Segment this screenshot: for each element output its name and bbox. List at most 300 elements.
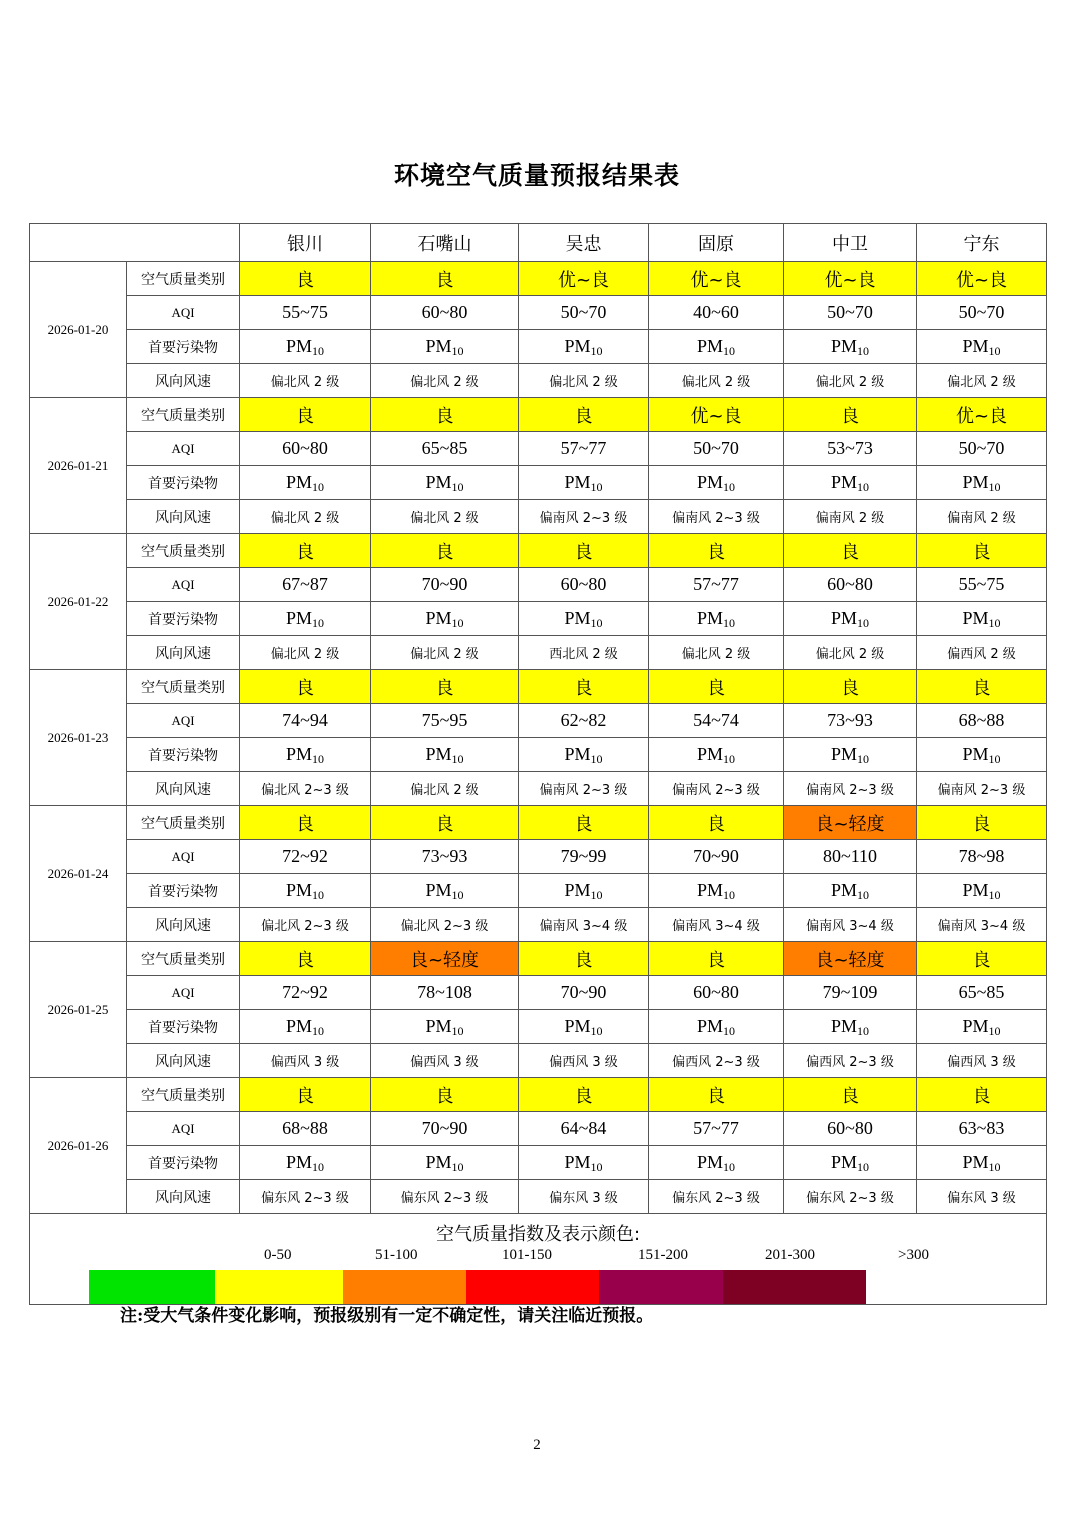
pollutant-subscript: 10 (857, 1024, 869, 1038)
primary-pollutant (649, 466, 784, 500)
wind-forecast: 偏西风 3 级 (519, 1044, 649, 1078)
wind-forecast: 偏北风 2 级 (649, 636, 784, 670)
aqi-range: 72~92 (240, 976, 371, 1010)
pollutant-name: PM (830, 1016, 857, 1036)
row-label-pollutant: 首要污染物 (127, 1146, 240, 1180)
wind-forecast: 偏北风 2 级 (371, 772, 519, 806)
pollutant-subscript: 10 (988, 752, 1001, 766)
forecast-date: 2026-01-24 (30, 806, 127, 942)
pollutant-subscript: 10 (312, 616, 324, 630)
primary-pollutant (519, 330, 649, 364)
aqi-range: 74~94 (240, 704, 371, 738)
pollutant-subscript: 10 (857, 752, 869, 766)
forecast-table (29, 223, 1047, 1305)
forecast-date: 2026-01-22 (30, 534, 127, 670)
pollutant-name: PM (696, 744, 723, 764)
aqi-range: 60~80 (649, 976, 784, 1010)
wind-forecast: 偏西风 2 级 (917, 636, 1047, 670)
primary-pollutant (917, 466, 1047, 500)
air-quality-level: 良~轻度 (371, 942, 519, 976)
pollutant-subscript: 10 (723, 344, 735, 358)
table-row (30, 262, 1047, 296)
pollutant-subscript: 10 (451, 752, 464, 766)
pollutant-name: PM (425, 472, 452, 492)
air-quality-level: 优~良 (649, 398, 784, 432)
air-quality-level: 良 (240, 534, 371, 568)
pollutant-subscript: 10 (590, 888, 603, 902)
table-row (30, 330, 1047, 364)
pollutant-name: PM (425, 880, 452, 900)
primary-pollutant (917, 330, 1047, 364)
wind-forecast: 偏东风 2~3 级 (240, 1180, 371, 1214)
air-quality-level: 良 (519, 398, 649, 432)
pollutant-name: PM (425, 1016, 452, 1036)
pollutant-name: PM (696, 1152, 723, 1172)
page-number: 2 (533, 1437, 541, 1453)
wind-forecast: 偏南风 2~3 级 (519, 500, 649, 534)
city-header: 石嘴山 (371, 224, 519, 262)
table-row (30, 942, 1047, 976)
wind-forecast: 偏北风 2 级 (784, 364, 917, 398)
city-header: 宁东 (917, 224, 1047, 262)
air-quality-level: 优~良 (917, 398, 1047, 432)
air-quality-level: 良 (649, 806, 784, 840)
aqi-range: 50~70 (917, 296, 1047, 330)
pollutant-subscript: 10 (723, 1024, 735, 1038)
legend-swatch-101-150 (343, 1270, 466, 1305)
wind-forecast: 偏西风 2~3 级 (784, 1044, 917, 1078)
legend-range-label: 51-100 (375, 1247, 418, 1263)
primary-pollutant (371, 466, 519, 500)
pollutant-name: PM (564, 880, 591, 900)
primary-pollutant (519, 1146, 649, 1180)
pollutant-subscript: 10 (723, 480, 735, 494)
air-quality-level: 良 (371, 806, 519, 840)
wind-forecast: 偏东风 2~3 级 (784, 1180, 917, 1214)
air-quality-level: 良 (371, 534, 519, 568)
wind-forecast: 偏南风 3~4 级 (917, 908, 1047, 942)
air-quality-level: 优~良 (784, 262, 917, 296)
pollutant-subscript: 10 (857, 888, 869, 902)
air-quality-level: 良 (784, 670, 917, 704)
pollutant-subscript: 10 (590, 1160, 603, 1174)
air-quality-level: 良 (649, 670, 784, 704)
table-row (30, 976, 1047, 1010)
primary-pollutant (784, 874, 917, 908)
pollutant-name: PM (285, 880, 312, 900)
forecast-note: 注:受大气条件变化影响，预报级别有一定不确定性，请关注临近预报。 (120, 1306, 654, 1326)
air-quality-level: 良 (917, 670, 1047, 704)
row-label-wind: 风向风速 (127, 908, 240, 942)
pollutant-subscript: 10 (723, 1160, 735, 1174)
air-quality-level: 优~良 (917, 262, 1047, 296)
table-row (30, 636, 1047, 670)
pollutant-name: PM (830, 336, 857, 356)
legend-range-label: 0-50 (264, 1247, 292, 1263)
aqi-range: 60~80 (371, 296, 519, 330)
aqi-range: 55~75 (240, 296, 371, 330)
aqi-range: 79~109 (784, 976, 917, 1010)
aqi-range: 79~99 (519, 840, 649, 874)
wind-forecast: 偏北风 2~3 级 (240, 772, 371, 806)
primary-pollutant (649, 874, 784, 908)
legend-swatch-51-100 (215, 1270, 343, 1305)
wind-forecast: 偏西风 3 级 (240, 1044, 371, 1078)
row-label-aqi: AQI (127, 296, 240, 330)
primary-pollutant (784, 1010, 917, 1044)
aqi-range: 60~80 (784, 568, 917, 602)
wind-forecast: 偏南风 2~3 级 (784, 772, 917, 806)
wind-forecast: 偏南风 2~3 级 (917, 772, 1047, 806)
aqi-range: 64~84 (519, 1112, 649, 1146)
primary-pollutant (917, 1146, 1047, 1180)
primary-pollutant (371, 330, 519, 364)
air-quality-level: 良 (917, 1078, 1047, 1112)
legend-swatch-0-50 (89, 1270, 215, 1305)
primary-pollutant (519, 466, 649, 500)
pollutant-name: PM (564, 1152, 591, 1172)
aqi-range: 50~70 (649, 432, 784, 466)
primary-pollutant (240, 466, 371, 500)
pollutant-subscript: 10 (451, 616, 464, 630)
row-label-pollutant: 首要污染物 (127, 330, 240, 364)
table-row (30, 908, 1047, 942)
row-label-aqi: AQI (127, 840, 240, 874)
air-quality-level: 良 (917, 806, 1047, 840)
aqi-range: 70~90 (649, 840, 784, 874)
forecast-date: 2026-01-23 (30, 670, 127, 806)
pollutant-name: PM (564, 744, 591, 764)
city-header: 吴忠 (519, 224, 649, 262)
aqi-range: 70~90 (371, 568, 519, 602)
air-quality-level: 良 (519, 806, 649, 840)
wind-forecast: 偏北风 2 级 (519, 364, 649, 398)
wind-forecast: 偏南风 2~3 级 (649, 772, 784, 806)
primary-pollutant (784, 1146, 917, 1180)
legend-title: 空气质量指数及表示颜色: (435, 1224, 641, 1245)
header-row (30, 224, 1047, 262)
wind-forecast: 偏西风 3 级 (917, 1044, 1047, 1078)
aqi-range: 80~110 (784, 840, 917, 874)
pollutant-subscript: 10 (988, 888, 1001, 902)
air-quality-level: 良 (917, 534, 1047, 568)
forecast-date: 2026-01-26 (30, 1078, 127, 1214)
aqi-range: 63~83 (917, 1112, 1047, 1146)
pollutant-subscript: 10 (451, 1024, 464, 1038)
air-quality-level: 优~良 (519, 262, 649, 296)
wind-forecast: 偏东风 2~3 级 (371, 1180, 519, 1214)
pollutant-subscript: 10 (590, 344, 603, 358)
air-quality-level: 良 (240, 942, 371, 976)
primary-pollutant (240, 1146, 371, 1180)
table-row (30, 500, 1047, 534)
air-quality-level: 良 (240, 670, 371, 704)
table-row (30, 364, 1047, 398)
air-quality-level: 良 (371, 1078, 519, 1112)
pollutant-name: PM (830, 608, 857, 628)
pollutant-name: PM (425, 336, 452, 356)
pollutant-name: PM (425, 744, 452, 764)
air-quality-level: 良~轻度 (784, 942, 917, 976)
pollutant-subscript: 10 (590, 752, 603, 766)
wind-forecast: 偏北风 2 级 (240, 364, 371, 398)
wind-forecast: 偏南风 3~4 级 (784, 908, 917, 942)
wind-forecast: 偏西风 3 级 (371, 1044, 519, 1078)
row-label-aqi: AQI (127, 976, 240, 1010)
table-row (30, 1146, 1047, 1180)
pollutant-name: PM (564, 1016, 591, 1036)
table-row (30, 534, 1047, 568)
pollutant-subscript: 10 (451, 1160, 464, 1174)
aqi-range: 62~82 (519, 704, 649, 738)
table-row (30, 1180, 1047, 1214)
pollutant-name: PM (425, 608, 452, 628)
table-row (30, 670, 1047, 704)
wind-forecast: 偏北风 2 级 (917, 364, 1047, 398)
pollutant-name: PM (962, 472, 989, 492)
primary-pollutant (784, 738, 917, 772)
city-header: 中卫 (784, 224, 917, 262)
air-quality-level: 良 (519, 534, 649, 568)
aqi-range: 70~90 (519, 976, 649, 1010)
wind-forecast: 偏东风 3 级 (519, 1180, 649, 1214)
row-label-pollutant: 首要污染物 (127, 874, 240, 908)
row-label-pollutant: 首要污染物 (127, 602, 240, 636)
wind-forecast: 偏北风 2~3 级 (371, 908, 519, 942)
aqi-range: 55~75 (917, 568, 1047, 602)
table-row (30, 398, 1047, 432)
primary-pollutant (371, 738, 519, 772)
wind-forecast: 偏北风 2 级 (240, 636, 371, 670)
air-quality-level: 良 (371, 398, 519, 432)
row-label-aqi: AQI (127, 704, 240, 738)
legend-range-label: 151-200 (638, 1247, 688, 1263)
pollutant-name: PM (285, 336, 312, 356)
primary-pollutant (649, 1146, 784, 1180)
primary-pollutant (917, 602, 1047, 636)
aqi-range: 57~77 (649, 1112, 784, 1146)
pollutant-subscript: 10 (312, 752, 324, 766)
table-row (30, 568, 1047, 602)
wind-forecast: 西北风 2 级 (519, 636, 649, 670)
legend-cell (30, 1214, 1047, 1305)
row-label-pollutant: 首要污染物 (127, 738, 240, 772)
pollutant-subscript: 10 (312, 480, 324, 494)
pollutant-name: PM (830, 472, 857, 492)
pollutant-name: PM (696, 472, 723, 492)
row-label-level: 空气质量类别 (127, 806, 240, 840)
primary-pollutant (649, 602, 784, 636)
pollutant-name: PM (425, 1152, 452, 1172)
pollutant-subscript: 10 (988, 1160, 1001, 1174)
table-row (30, 1112, 1047, 1146)
pollutant-subscript: 10 (312, 888, 324, 902)
pollutant-subscript: 10 (451, 888, 464, 902)
pollutant-subscript: 10 (590, 1024, 603, 1038)
aqi-range: 73~93 (784, 704, 917, 738)
pollutant-subscript: 10 (312, 1024, 324, 1038)
pollutant-name: PM (962, 336, 989, 356)
table-row (30, 466, 1047, 500)
pollutant-subscript: 10 (988, 616, 1001, 630)
primary-pollutant (240, 738, 371, 772)
pollutant-name: PM (962, 608, 989, 628)
wind-forecast: 偏东风 2~3 级 (649, 1180, 784, 1214)
aqi-range: 57~77 (519, 432, 649, 466)
pollutant-subscript: 10 (723, 888, 735, 902)
pollutant-name: PM (830, 880, 857, 900)
row-label-wind: 风向风速 (127, 1044, 240, 1078)
primary-pollutant (519, 1010, 649, 1044)
air-quality-level: 良 (519, 942, 649, 976)
aqi-range: 60~80 (240, 432, 371, 466)
wind-forecast: 偏南风 2 级 (917, 500, 1047, 534)
pollutant-name: PM (564, 336, 591, 356)
wind-forecast: 偏南风 3~4 级 (519, 908, 649, 942)
row-label-aqi: AQI (127, 1112, 240, 1146)
aqi-legend (30, 1214, 1046, 1304)
row-label-aqi: AQI (127, 568, 240, 602)
pollutant-name: PM (564, 472, 591, 492)
wind-forecast: 偏南风 2~3 级 (519, 772, 649, 806)
aqi-range: 73~93 (371, 840, 519, 874)
primary-pollutant (240, 602, 371, 636)
air-quality-level: 良 (649, 1078, 784, 1112)
primary-pollutant (917, 1010, 1047, 1044)
pollutant-name: PM (962, 880, 989, 900)
primary-pollutant (784, 466, 917, 500)
wind-forecast: 偏南风 3~4 级 (649, 908, 784, 942)
legend-swatch-201-300 (599, 1270, 723, 1305)
legend-swatch-over-300 (723, 1270, 866, 1305)
forecast-date: 2026-01-20 (30, 262, 127, 398)
legend-range-label: 101-150 (502, 1247, 552, 1263)
primary-pollutant (917, 874, 1047, 908)
wind-forecast: 偏北风 2 级 (240, 500, 371, 534)
primary-pollutant (519, 874, 649, 908)
air-quality-level: 良 (649, 942, 784, 976)
air-quality-level: 优~良 (649, 262, 784, 296)
wind-forecast: 偏北风 2 级 (371, 364, 519, 398)
primary-pollutant (371, 1146, 519, 1180)
primary-pollutant (371, 874, 519, 908)
aqi-range: 40~60 (649, 296, 784, 330)
row-label-wind: 风向风速 (127, 500, 240, 534)
primary-pollutant (371, 602, 519, 636)
row-label-aqi: AQI (127, 432, 240, 466)
row-label-level: 空气质量类别 (127, 398, 240, 432)
aqi-range: 60~80 (519, 568, 649, 602)
table-row (30, 432, 1047, 466)
forecast-date: 2026-01-25 (30, 942, 127, 1078)
wind-forecast: 偏南风 2 级 (784, 500, 917, 534)
air-quality-level: 良 (784, 398, 917, 432)
wind-forecast: 偏西风 2~3 级 (649, 1044, 784, 1078)
air-quality-level: 良 (917, 942, 1047, 976)
pollutant-subscript: 10 (857, 616, 869, 630)
aqi-range: 70~90 (371, 1112, 519, 1146)
wind-forecast: 偏南风 2~3 级 (649, 500, 784, 534)
air-quality-level: 良 (784, 534, 917, 568)
pollutant-name: PM (830, 1152, 857, 1172)
row-label-level: 空气质量类别 (127, 262, 240, 296)
wind-forecast: 偏北风 2 级 (784, 636, 917, 670)
air-quality-level: 良 (240, 806, 371, 840)
table-row (30, 1044, 1047, 1078)
pollutant-name: PM (962, 1016, 989, 1036)
aqi-range: 50~70 (784, 296, 917, 330)
pollutant-name: PM (696, 336, 723, 356)
aqi-range: 72~92 (240, 840, 371, 874)
pollutant-subscript: 10 (451, 480, 464, 494)
pollutant-subscript: 10 (988, 1024, 1001, 1038)
header-blank-cell (30, 224, 240, 262)
aqi-range: 78~108 (371, 976, 519, 1010)
primary-pollutant (917, 738, 1047, 772)
air-quality-level: 良 (240, 1078, 371, 1112)
aqi-range: 78~98 (917, 840, 1047, 874)
legend-swatch-151-200 (466, 1270, 599, 1305)
primary-pollutant (519, 602, 649, 636)
pollutant-subscript: 10 (723, 752, 735, 766)
legend-range-label: 201-300 (765, 1247, 815, 1263)
wind-forecast: 偏北风 2 级 (371, 636, 519, 670)
row-label-wind: 风向风速 (127, 1180, 240, 1214)
primary-pollutant (784, 330, 917, 364)
table-row (30, 1078, 1047, 1112)
wind-forecast: 偏北风 2 级 (649, 364, 784, 398)
aqi-range: 65~85 (371, 432, 519, 466)
air-quality-level: 良~轻度 (784, 806, 917, 840)
pollutant-subscript: 10 (988, 344, 1001, 358)
aqi-range: 54~74 (649, 704, 784, 738)
pollutant-name: PM (285, 744, 312, 764)
legend-row (30, 1214, 1047, 1305)
row-label-level: 空气质量类别 (127, 670, 240, 704)
air-quality-level: 良 (519, 1078, 649, 1112)
aqi-range: 60~80 (784, 1112, 917, 1146)
row-label-pollutant: 首要污染物 (127, 466, 240, 500)
air-quality-level: 良 (519, 670, 649, 704)
pollutant-subscript: 10 (312, 344, 324, 358)
primary-pollutant (649, 330, 784, 364)
air-quality-level: 良 (649, 534, 784, 568)
aqi-range: 50~70 (917, 432, 1047, 466)
row-label-pollutant: 首要污染物 (127, 1010, 240, 1044)
table-row (30, 874, 1047, 908)
air-quality-level: 良 (784, 1078, 917, 1112)
primary-pollutant (240, 874, 371, 908)
row-label-level: 空气质量类别 (127, 942, 240, 976)
pollutant-subscript: 10 (857, 480, 869, 494)
aqi-range: 65~85 (917, 976, 1047, 1010)
forecast-date: 2026-01-21 (30, 398, 127, 534)
pollutant-name: PM (285, 608, 312, 628)
pollutant-name: PM (962, 744, 989, 764)
legend-range-label: >300 (898, 1247, 929, 1263)
air-quality-level: 良 (371, 670, 519, 704)
pollutant-subscript: 10 (590, 480, 603, 494)
pollutant-name: PM (285, 472, 312, 492)
wind-forecast: 偏北风 2 级 (371, 500, 519, 534)
pollutant-subscript: 10 (857, 344, 869, 358)
pollutant-subscript: 10 (590, 616, 603, 630)
pollutant-name: PM (696, 880, 723, 900)
pollutant-subscript: 10 (723, 616, 735, 630)
primary-pollutant (371, 1010, 519, 1044)
primary-pollutant (240, 330, 371, 364)
city-header: 固原 (649, 224, 784, 262)
